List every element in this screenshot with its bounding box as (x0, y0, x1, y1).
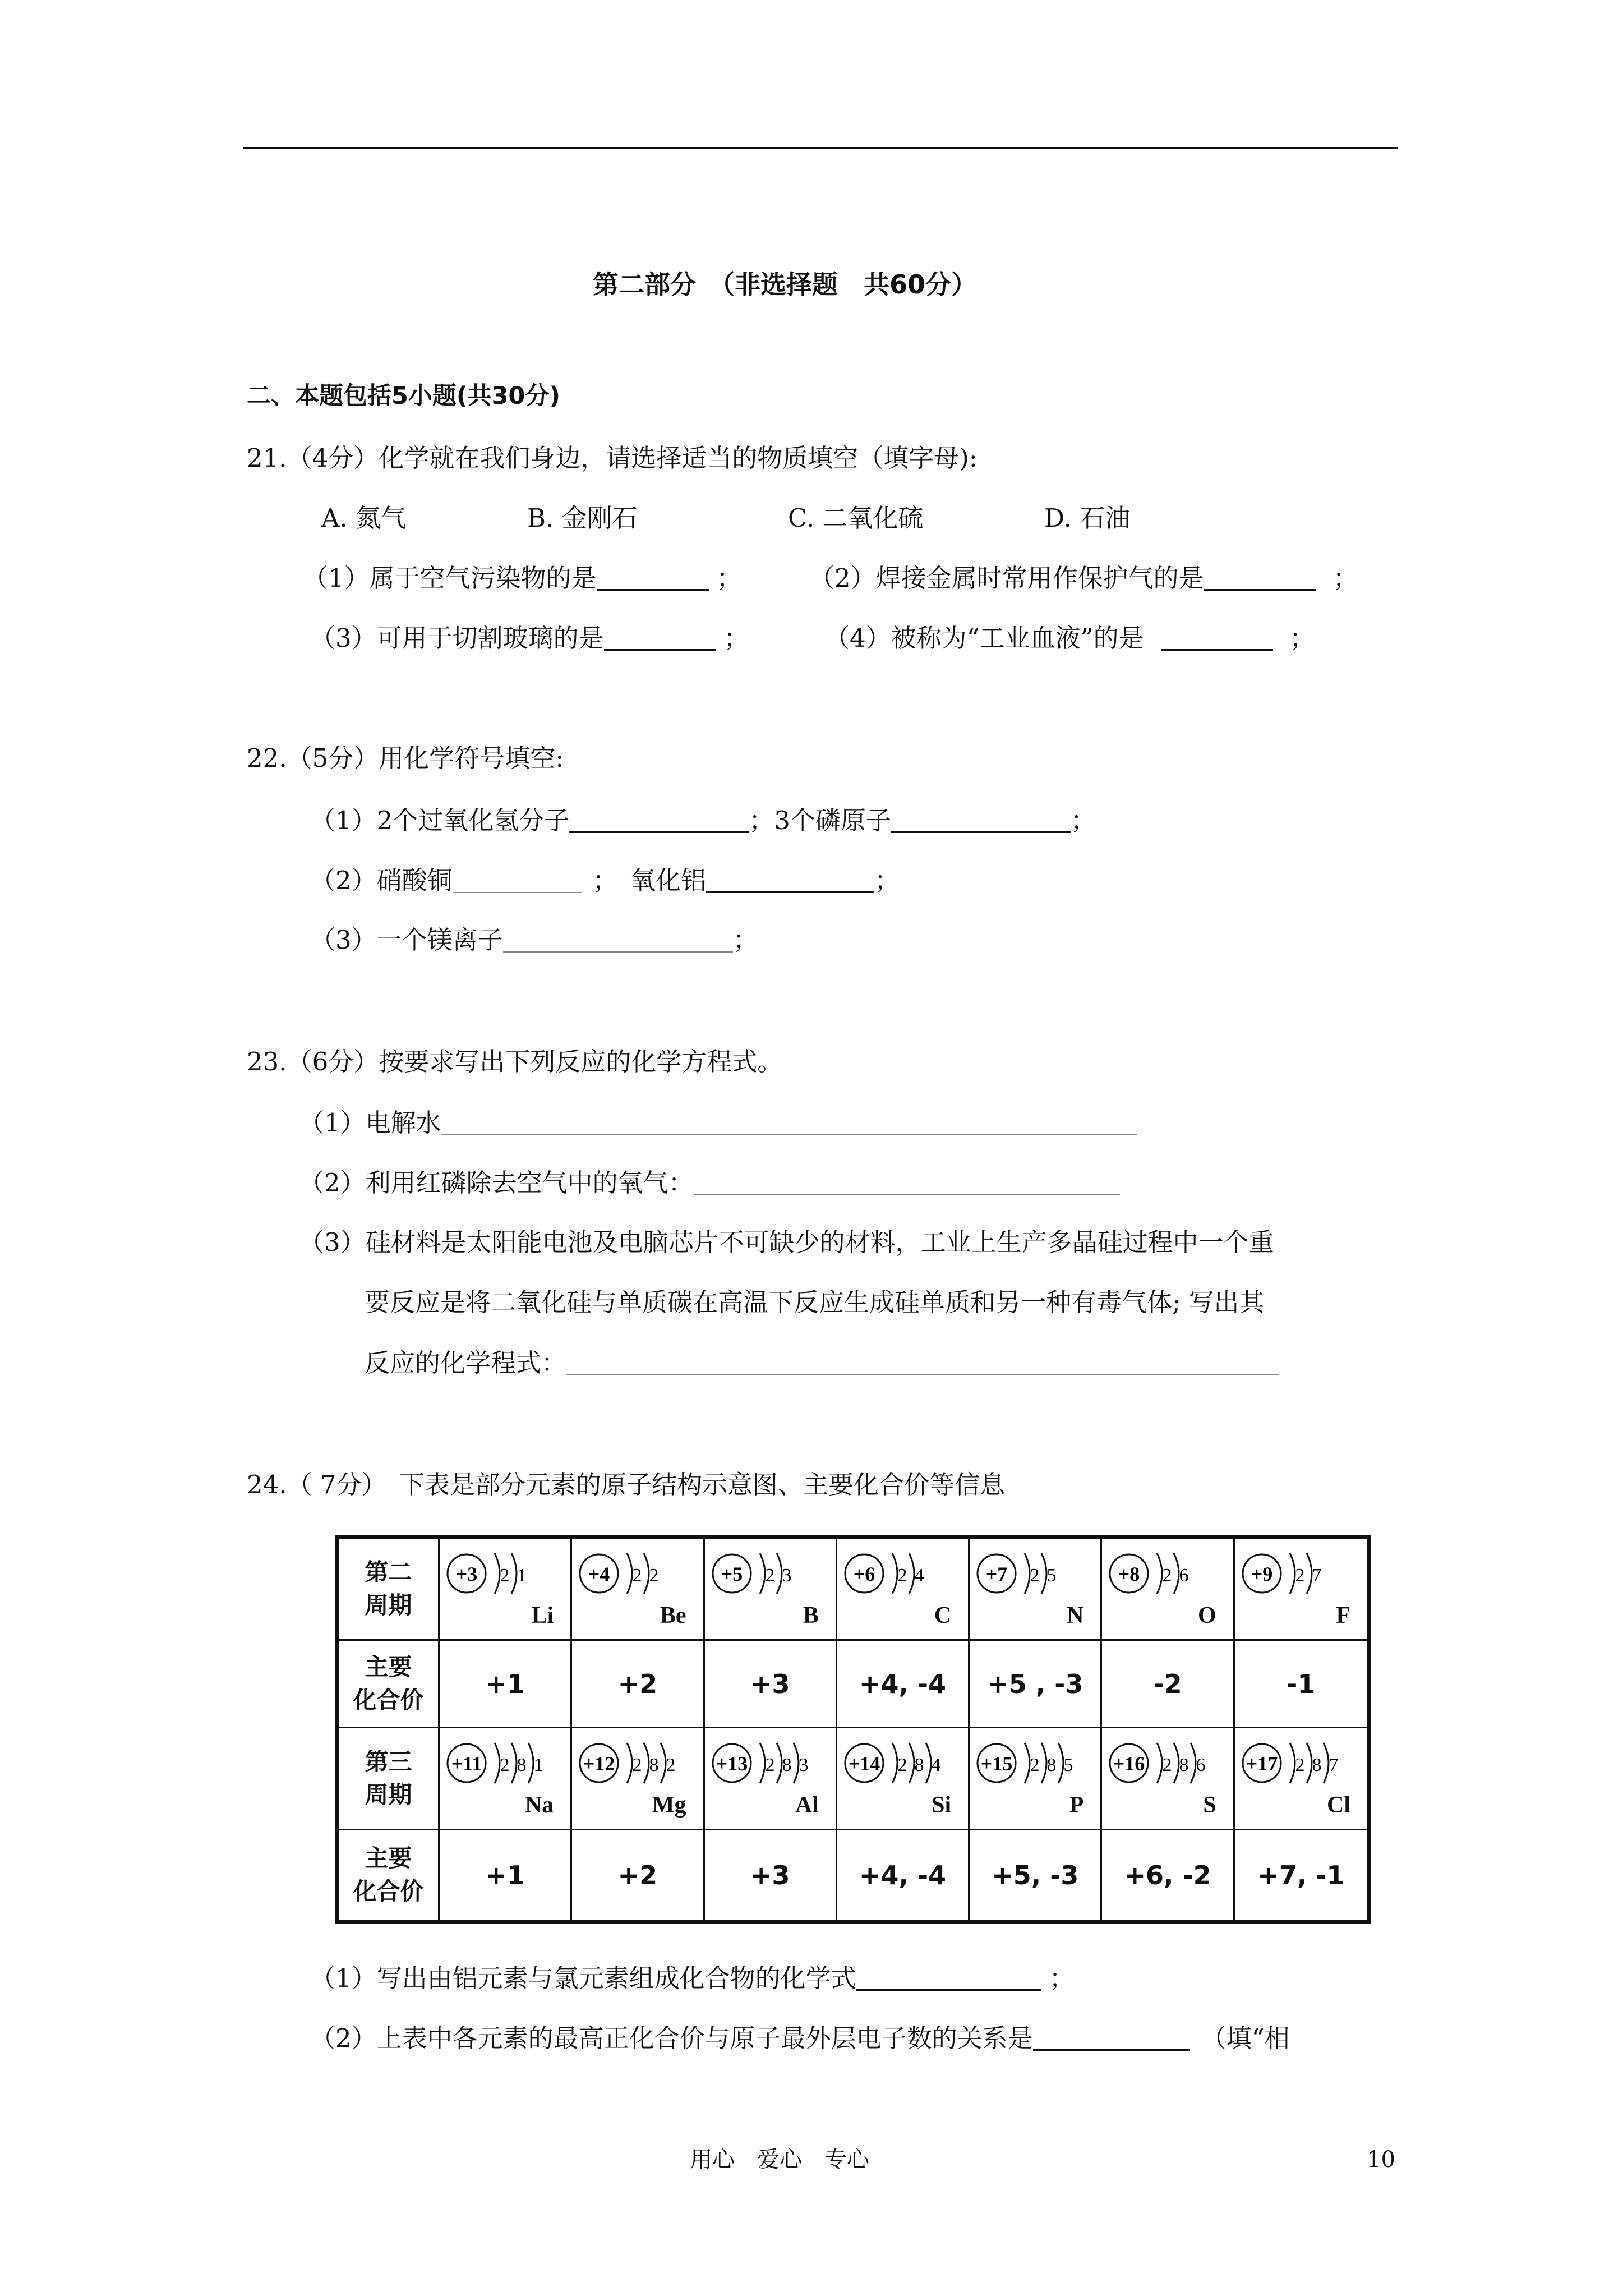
electron-count: 2 (897, 1755, 907, 1775)
q21-answer-2[interactable] (1204, 564, 1316, 591)
valence-cell: -1 (1235, 1641, 1367, 1728)
electron-shell-arc (892, 1743, 897, 1783)
table-row-header (339, 1830, 440, 1920)
q23-answer-2[interactable] (694, 1170, 1120, 1195)
q22-sub3-text: （3）一个镁离子 (310, 925, 503, 955)
electron-count: 2 (1162, 1565, 1172, 1586)
q23-answer-3[interactable] (566, 1350, 1279, 1375)
q21-stem: 21.（4分）化学就在我们身边，请选择适当的物质填空（填字母): (247, 443, 978, 473)
q21-sub2-text: （2）焊接金属时常用作保护气的是 (809, 563, 1204, 593)
q21-sub3 (310, 624, 749, 651)
electron-shell-arc (1324, 1743, 1329, 1783)
nucleus-charge: +11 (451, 1752, 482, 1775)
electron-count: 5 (1046, 1565, 1057, 1586)
section-title: 二、本题包括5小题(共30分) (247, 382, 561, 410)
electron-shell-arc (644, 1743, 649, 1783)
atom-diagram-cell (837, 1728, 970, 1830)
q21-option-b: B. 金刚石 (527, 503, 638, 533)
q23-sub2-text: （2）利用红磷除去空气中的氧气： (299, 1168, 694, 1198)
electron-count: 2 (897, 1565, 907, 1586)
q21-sub4-text: （4）被称为“工业血液”的是 (824, 623, 1144, 653)
q22-sub2 (310, 867, 900, 893)
electron-count: 3 (782, 1565, 792, 1586)
q21-sub1-end: ； (716, 563, 742, 593)
electron-shell-arc (794, 1743, 799, 1783)
q22-stem: 22.（5分）用化学符号填空: (247, 743, 564, 773)
electron-shell-arc (1058, 1743, 1063, 1783)
q22-answer-2b[interactable] (706, 867, 874, 893)
nucleus-charge: +4 (588, 1563, 610, 1585)
q24-sub2-end: （填“相 (1201, 2023, 1290, 2053)
electron-shell-arc (1290, 1743, 1295, 1783)
q23-answer-1[interactable] (441, 1110, 1137, 1135)
element-symbol: P (1069, 1792, 1084, 1818)
electron-count: 2 (500, 1755, 510, 1775)
atom-diagram-cell (1235, 1728, 1367, 1830)
row-header-line: 主要 (365, 1844, 412, 1872)
valence-cell: +1 (440, 1830, 572, 1920)
electron-count: 2 (666, 1755, 676, 1775)
atom-diagram-cell (440, 1728, 572, 1830)
nucleus-charge: +12 (583, 1752, 615, 1775)
atom-diagram-cell (970, 1728, 1102, 1830)
element-symbol: Li (531, 1603, 554, 1628)
electron-count: 2 (765, 1755, 775, 1775)
electron-shell-arc (909, 1553, 914, 1594)
q23-sub3-line1: （3）硅材料是太阳能电池及电脑芯片不可缺少的材料，工业上生产多晶硅过程中一个重 (299, 1227, 1274, 1257)
valence-cell: +2 (572, 1641, 704, 1728)
electron-count: 2 (1295, 1565, 1305, 1586)
header-rule (243, 147, 1398, 149)
nucleus-charge: +9 (1251, 1563, 1272, 1585)
q21-sub2-end: ； (1332, 563, 1358, 593)
q24-sub2 (310, 2024, 1290, 2051)
footer-motto: 用心 爱心 专心 (690, 2147, 869, 2173)
q23-sub3-line2: 要反应是将二氧化硅与单质碳在高温下反应生成硅单质和另一种有毒气体; 写出其 (365, 1287, 1265, 1317)
electron-shell-arc (1307, 1743, 1312, 1783)
q24-stem: 24.（ 7分） 下表是部分元素的原子结构示意图、主要化合价等信息 (247, 1470, 1006, 1499)
element-symbol: N (1067, 1603, 1084, 1628)
electron-shell-arc (495, 1743, 500, 1783)
electron-count: 2 (765, 1565, 775, 1586)
q24-sub1 (310, 1964, 1075, 1991)
electron-count: 2 (500, 1565, 510, 1586)
electron-shell-arc (1025, 1743, 1030, 1783)
electron-count: 6 (1196, 1755, 1206, 1775)
q23-sub1 (299, 1108, 1137, 1138)
q23-stem: 23.（6分）按要求写出下列反应的化学方程式。 (247, 1047, 783, 1076)
nucleus-charge: +17 (1246, 1752, 1278, 1775)
valence-cell: +2 (572, 1830, 704, 1920)
q22-answer-3[interactable] (503, 927, 733, 953)
q21-sub4 (824, 624, 1315, 651)
part-title: 第二部分 （非选择题 共60分） (593, 269, 978, 300)
q21-answer-4[interactable] (1161, 624, 1273, 651)
q22-sub3-end: ； (732, 925, 758, 955)
q21-sub1 (303, 564, 742, 591)
electron-shell-arc (1041, 1743, 1046, 1783)
electron-count: 6 (1179, 1565, 1189, 1586)
q22-sub2b-text: ； 氧化铝 (592, 866, 707, 895)
electron-count: 2 (1295, 1755, 1305, 1775)
q21-sub3-end: ； (723, 623, 749, 653)
element-symbol: F (1336, 1603, 1350, 1628)
electron-count: 8 (1312, 1755, 1322, 1775)
valence-cell: -2 (1102, 1641, 1234, 1728)
q22-answer-1a[interactable] (569, 807, 749, 833)
nucleus-charge: +8 (1118, 1563, 1140, 1585)
atom-diagram-cell (970, 1539, 1102, 1641)
table-row-header (339, 1539, 440, 1641)
electron-shell-arc (926, 1743, 931, 1783)
q23-sub3-line3 (365, 1348, 1279, 1378)
q22-sub1-end: ； (1070, 806, 1096, 835)
electron-shell-arc (777, 1553, 782, 1594)
q21-option-a: A. 氮气 (321, 503, 407, 533)
nucleus-charge: +13 (716, 1752, 748, 1775)
electron-shell-arc (1041, 1553, 1046, 1594)
electron-shell-arc (495, 1553, 500, 1594)
element-symbol: B (803, 1603, 819, 1628)
electron-shell-arc (892, 1553, 897, 1594)
electron-count: 2 (649, 1565, 659, 1586)
atom-diagram-cell (705, 1728, 837, 1830)
element-symbol: S (1203, 1792, 1216, 1818)
q22-sub1b-text: ；3个磷原子 (749, 806, 891, 835)
q23-sub1-text: （1）电解水 (299, 1108, 441, 1138)
q24-answer-2[interactable] (1033, 2024, 1190, 2051)
electron-count: 2 (632, 1565, 642, 1586)
q22-answer-2a[interactable] (453, 867, 582, 893)
element-symbol: Cl (1326, 1792, 1350, 1818)
atom-diagram-cell (1235, 1539, 1367, 1641)
atom-diagram-cell (572, 1728, 704, 1830)
nucleus-charge: +3 (455, 1563, 478, 1585)
q22-sub2-end: ； (874, 866, 900, 895)
electron-count: 8 (1046, 1755, 1057, 1775)
page-number: 10 (1367, 2147, 1395, 2173)
element-table (335, 1535, 1371, 1924)
valence-cell: +5 , -3 (970, 1641, 1102, 1728)
nucleus-charge: +15 (980, 1752, 1013, 1775)
atom-diagram-cell (1102, 1539, 1234, 1641)
valence-cell: +3 (705, 1641, 837, 1728)
element-symbol: O (1198, 1603, 1216, 1628)
valence-cell: +5, -3 (970, 1830, 1102, 1920)
row-header-line: 化合价 (353, 1686, 424, 1714)
electron-count: 7 (1312, 1565, 1322, 1586)
electron-count: 2 (632, 1755, 642, 1775)
q21-option-d: D. 石油 (1044, 503, 1131, 533)
electron-shell-arc (1025, 1553, 1030, 1594)
element-symbol: Al (795, 1792, 819, 1818)
atom-diagram-cell (1102, 1728, 1234, 1830)
q21-sub3-text: （3）可用于切割玻璃的是 (310, 623, 604, 653)
row-header-line: 第二 (365, 1558, 412, 1586)
electron-count: 1 (517, 1565, 527, 1586)
element-symbol: Be (660, 1603, 686, 1628)
row-header-line: 主要 (365, 1653, 412, 1681)
electron-shell-arc (1191, 1743, 1196, 1783)
nucleus-charge: +6 (853, 1563, 875, 1585)
electron-shell-arc (511, 1743, 517, 1783)
q24-sub2-text: （2）上表中各元素的最高正化合价与原子最外层电子数的关系是 (310, 2023, 1033, 2053)
electron-shell-arc (909, 1743, 914, 1783)
electron-shell-arc (1290, 1553, 1295, 1594)
element-symbol: C (934, 1603, 952, 1628)
table-row-header (339, 1728, 440, 1830)
nucleus-charge: +7 (985, 1563, 1008, 1585)
q22-answer-1b[interactable] (891, 807, 1071, 833)
q21-answer-3[interactable] (604, 624, 716, 651)
row-header-line: 周期 (365, 1591, 412, 1619)
electron-shell-arc (1174, 1553, 1179, 1594)
table-row-header (339, 1641, 440, 1728)
electron-shell-arc (1157, 1743, 1162, 1783)
electron-count: 8 (1179, 1755, 1189, 1775)
nucleus-charge: +5 (721, 1563, 743, 1585)
q24-answer-1[interactable] (856, 1964, 1041, 1991)
electron-count: 5 (1063, 1755, 1073, 1775)
electron-shell-arc (627, 1553, 632, 1594)
valence-cell: +3 (705, 1830, 837, 1920)
electron-shell-arc (528, 1743, 533, 1783)
nucleus-charge: +14 (848, 1752, 880, 1775)
atom-diagram-cell (837, 1539, 970, 1641)
electron-shell-arc (661, 1743, 666, 1783)
electron-shell-arc (627, 1743, 632, 1783)
q21-option-c: C. 二氧化硫 (788, 503, 924, 533)
q21-answer-1[interactable] (597, 564, 709, 591)
q23-sub3-text: 反应的化学程式： (365, 1348, 567, 1378)
electron-shell-arc (760, 1553, 765, 1594)
row-header-line: 周期 (365, 1780, 412, 1809)
electron-count: 2 (1030, 1755, 1040, 1775)
electron-count: 7 (1329, 1755, 1339, 1775)
q24-sub1-end: ； (1049, 1963, 1075, 1993)
valence-cell: +4, -4 (837, 1830, 970, 1920)
q22-sub1a-text: （1）2个过氧化氢分子 (310, 806, 570, 835)
electron-shell-arc (644, 1553, 649, 1594)
atom-diagram-cell (705, 1539, 837, 1641)
electron-shell-arc (1174, 1743, 1179, 1783)
atom-diagram-cell (440, 1539, 572, 1641)
electron-count: 8 (782, 1755, 792, 1775)
row-header-line: 第三 (365, 1747, 412, 1775)
q22-sub1 (310, 807, 1096, 833)
q21-sub4-end: ； (1289, 623, 1315, 653)
q23-sub2 (299, 1168, 1120, 1198)
q21-sub1-text: （1）属于空气污染物的是 (303, 563, 597, 593)
electron-count: 8 (649, 1755, 659, 1775)
electron-shell-arc (1157, 1553, 1162, 1594)
electron-count: 1 (533, 1755, 543, 1775)
q22-sub2a-text: （2）硝酸铜 (310, 866, 453, 895)
atom-diagram-cell (572, 1539, 704, 1641)
electron-count: 2 (1030, 1565, 1040, 1586)
q24-sub1-text: （1）写出由铝元素与氯元素组成化合物的化学式 (310, 1963, 856, 1993)
electron-count: 4 (914, 1565, 924, 1586)
nucleus-charge: +16 (1113, 1752, 1145, 1775)
electron-shell-arc (511, 1553, 517, 1594)
electron-count: 8 (914, 1755, 924, 1775)
q21-sub2 (809, 564, 1358, 591)
electron-shell-arc (760, 1743, 765, 1783)
electron-count: 8 (517, 1755, 527, 1775)
q22-sub3 (310, 927, 758, 953)
element-symbol: Mg (652, 1792, 686, 1818)
valence-cell: +6, -2 (1102, 1830, 1234, 1920)
element-symbol: Na (524, 1792, 554, 1818)
electron-count: 3 (799, 1755, 809, 1775)
electron-shell-arc (1307, 1553, 1312, 1594)
valence-cell: +7, -1 (1257, 1860, 1345, 1890)
electron-count: 4 (931, 1755, 941, 1775)
valence-cell: +1 (440, 1641, 572, 1728)
row-header-line: 化合价 (353, 1878, 424, 1905)
electron-shell-arc (777, 1743, 782, 1783)
valence-cell: +4, -4 (837, 1641, 970, 1728)
element-symbol: Si (932, 1792, 952, 1818)
electron-count: 2 (1162, 1755, 1172, 1775)
